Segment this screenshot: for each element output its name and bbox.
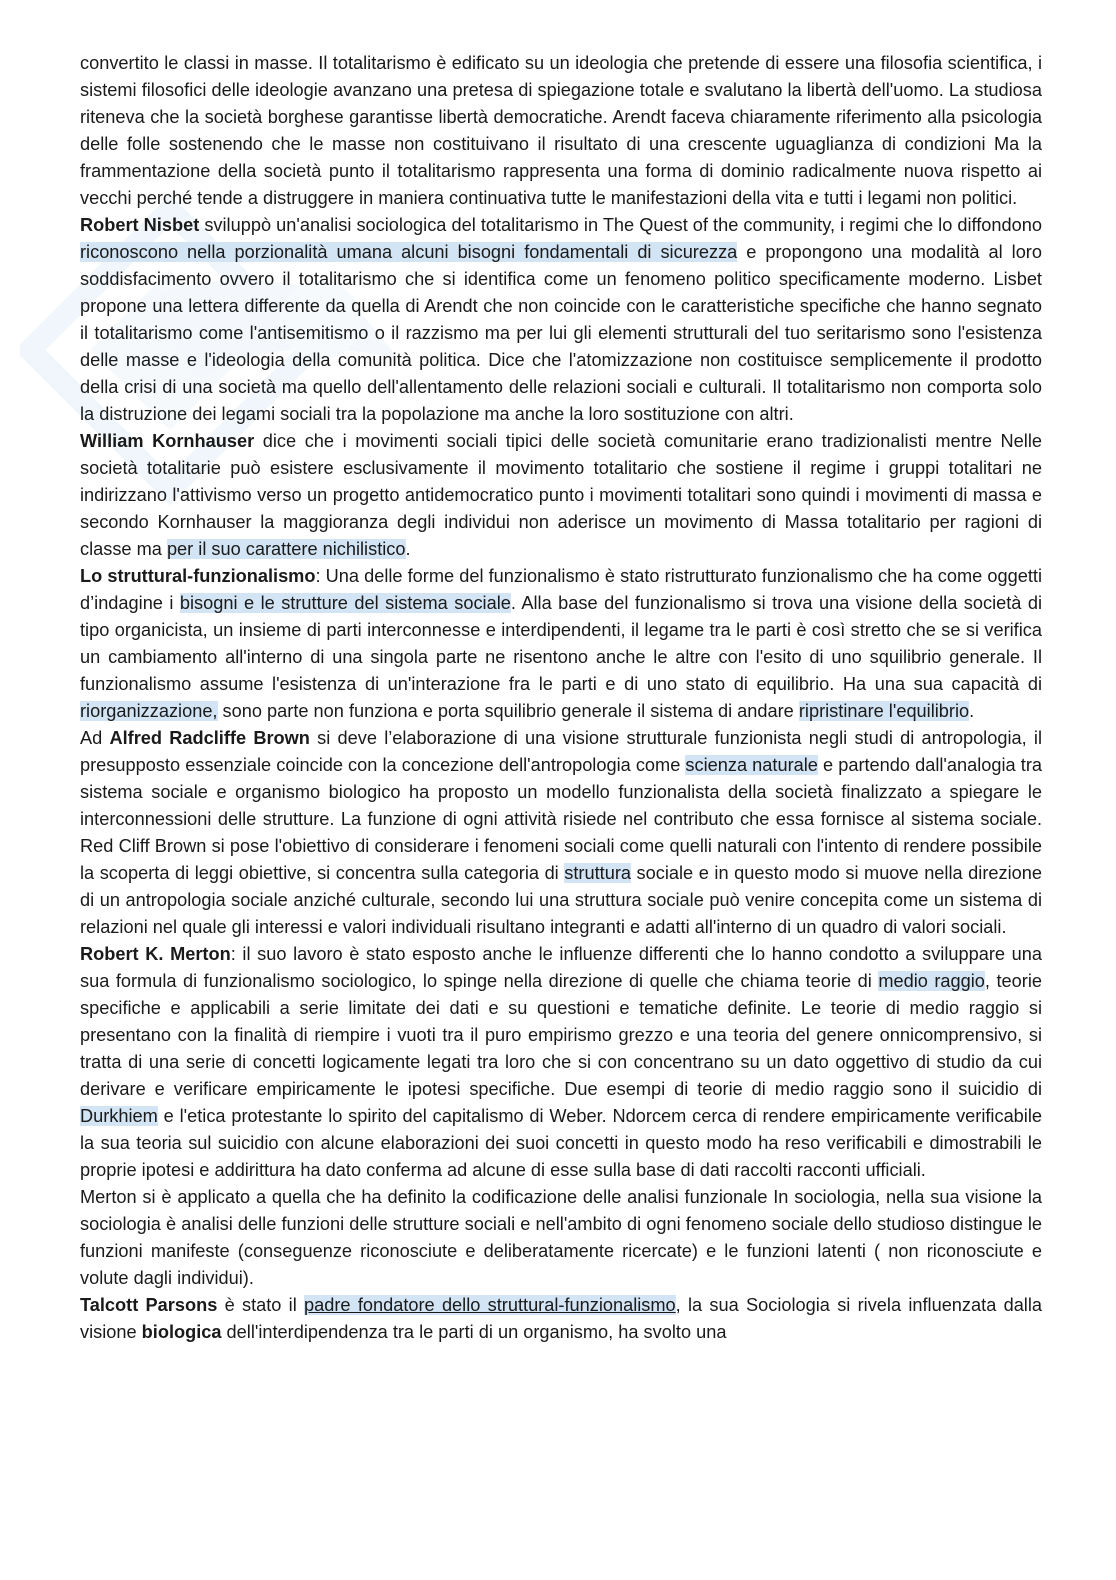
bold-term: Robert K. Merton: [80, 944, 231, 964]
text-run: : Una delle forme del funzionalismo è stato ristrutturato funzionalismo che ha come oggetti d’indagine i: [80, 566, 1042, 613]
text-run: convertito le classi in masse. Il totalitarismo è edificato su un ideologia che pretende di essere una filosofia scientifica, i sistemi filosofici delle ideologie avanzano una pretesa di spiegazione totale e svalutano la libertà dell'uomo. La studiosa riteneva che la società borghese garantisse libertà democratiche. Arendt faceva chiaramente riferimento alla psicologia delle folle sostenendo che le masse non costituivano il risultato di una crescente uguaglianza di condizioni Ma la frammentazione della società punto il totalitarismo rappresenta una forma di dominio radicalmente nuova rispetto ai vecchi perché tende a distruggere in maniera continuativa tutte le manifestazioni della vita e tutti i legami non politici.: [80, 53, 1042, 208]
paragraph-p1: [80, 212, 1042, 428]
bold-term: Talcott Parsons: [80, 1295, 218, 1315]
bold-term: William Kornhauser: [80, 431, 255, 451]
highlighted-text: medio raggio: [878, 971, 985, 991]
paragraph-p7: [80, 1292, 1042, 1346]
text-run: . Alla base del funzionalismo si trova una visione della società di tipo organicista, un insieme di parti interconnesse e interdipendenti, il legame tra le parti è così stretto che se si verifica un cambiamento all'interno di una singola parte ne risentono anche le altre con l'esito di uno squilibrio generale. Il funzionalismo assume l'esistenza di un'interazione fra le parti e di uno stato di equilibrio. Ha una sua capacità di: [80, 593, 1043, 694]
highlighted-text: scienza naturale: [685, 755, 818, 775]
text-run: .: [969, 701, 975, 721]
text-run: sociale e in questo modo si muove nella direzione di un antropologia sociale anziché culturale, secondo lui una struttura sociale può venire concepita come un sistema di relazioni nel quale gli interessi e valori individuali risultano integranti e adatti all'interno di un quadro di valori sociali.: [80, 863, 1042, 937]
text-run: sviluppò un'analisi sociologica del totalitarismo in The Quest of the community, i regimi che lo diffondono: [199, 215, 1042, 235]
highlighted-text: struttura: [564, 863, 631, 883]
highlighted-text: Durkhiem: [80, 1106, 158, 1126]
highlighted-text: riorganizzazione,: [80, 701, 218, 721]
text-run: sono parte non funziona e porta squilibrio generale il sistema di andare: [217, 701, 799, 721]
text-run: Ad: [80, 728, 110, 748]
highlighted-text: bisogni e le strutture del sistema sociale: [179, 593, 511, 613]
paragraph-p3: [80, 563, 1042, 725]
paragraph-p4: [80, 725, 1042, 941]
text-run: si deve l’elaborazione di una visione strutturale funzionista negli studi di antropologia, il presupposto essenziale coincide con la concezione dell'antropologia come: [80, 728, 1042, 775]
text-run: : il suo lavoro è stato esposto anche le influenze differenti che lo hanno condotto a sviluppare una sua formula di funzionalismo sociologico, lo spinge nella direzione di quelle che chiama teorie di: [80, 944, 1042, 991]
bold-term: Lo struttural-funzionalismo: [80, 566, 316, 586]
text-run: e l'etica protestante lo spirito del capitalismo di Weber. Ndorcem cerca di rendere empiricamente verificabile la sua teoria sul suicidio con alcune elaborazioni dei suoi concetti in questo modo ha reso verificabili e dimostrabili le proprie ipotesi e addirittura ha dato conferma ad alcune di esse sulla base di dati raccolti racconti ufficiali.: [80, 1106, 1042, 1180]
highlighted-text: ripristinare l'equilibrio: [798, 701, 970, 721]
text-run: .: [405, 539, 411, 559]
text-run: e propongono una modalità al loro soddisfacimento ovvero il totalitarismo che si identifica come un fenomeno politico specificamente moderno. Lisbet propone una lettera differente da quella di Arendt che non coincide con le caratteristiche specifiche che hanno segnato il totalitarismo come l'antisemitismo o il razzismo ma per lui gli elementi strutturali del tuo seritarismo sono l'esistenza delle masse e l'ideologia della comunità politica. Dice che l'atomizzazione non costituisce semplicemente il prodotto della crisi di una società ma quello dell'allentamento delle relazioni sociali e culturali. Il totalitarismo non comporta solo la distruzione dei legami sociali tra la popolazione ma anche la loro sostituzione con altri.: [80, 242, 1042, 424]
highlighted-text: riconoscono nella porzionalità umana alcuni bisogni fondamentali di sicurezza: [80, 242, 738, 262]
paragraph-p6: [80, 1184, 1042, 1292]
document-body: [80, 50, 1042, 1346]
paragraph-p2: [80, 428, 1042, 563]
text-run: Merton si è applicato a quella che ha definito la codificazione delle analisi funzionale In sociologia, nella sua visione la sociologia è analisi delle funzioni delle strutture sociali e nell'ambito di ogni fenomeno sociale dello studioso distingue le funzioni manifeste (conseguenze riconosciute e deliberatamente ricercate) e le funzioni latenti ( non riconosciute e volute dagli individui).: [80, 1187, 1042, 1288]
text-run: , la sua Sociologia si rivela influenzata dalla visione: [80, 1295, 1043, 1342]
paragraph-p5: [80, 941, 1042, 1184]
text-run: , teorie specifiche e applicabili a serie limitate dei dati e su questioni e tematiche definite. Le teorie di medio raggio si presentano con la finalità di riempire i vuoti tra il puro empirismo grezzo e una teoria del genere onnicomprensivo, si tratta di una serie di concetti logicamente legati tra loro che si con concentrano su un dato oggettivo di studio da cui derivare e verificare empiricamente le ipotesi specifiche. Due esempi di teorie di medio raggio sono il suicidio di: [80, 971, 1042, 1099]
text-run: e partendo dall'analogia tra sistema sociale e organismo biologico ha proposto un modello funzionalista della società finalizzato a spiegare le interconnessioni delle strutture. La funzione di ogni attività risiede nel contributo che essa fornisce al sistema sociale. Red Cliff Brown si pose l'obiettivo di considerare i fenomeni sociali come quelli naturali con l'intento di rendere possibile la scoperta di leggi obiettive, si concentra sulla categoria di: [80, 755, 1042, 883]
bold-term: biologica: [141, 1322, 222, 1342]
text-run: è stato il: [217, 1295, 305, 1315]
highlighted-text: padre fondatore dello struttural-funzionalismo: [304, 1295, 676, 1315]
bold-term: Alfred Radcliffe Brown: [109, 728, 310, 748]
paragraph-p0: [80, 50, 1042, 212]
highlighted-text: per il suo carattere nichilistico: [166, 539, 406, 559]
bold-term: Robert Nisbet: [80, 215, 200, 235]
text-run: dell'interdipendenza tra le parti di un organismo, ha svolto una: [221, 1322, 727, 1342]
text-run: dice che i movimenti sociali tipici delle società comunitarie erano tradizionalisti mentre Nelle società totalitarie può esistere esclusivamente il movimento totalitario che sostiene il regime i gruppi totalitari ne indirizzano l'attivismo verso un progetto antidemocratico punto i movimenti totalitari sono quindi i movimenti di massa e secondo Kornhauser la maggioranza degli individui non aderisce un movimento di Massa totalitario per ragioni di classe ma: [80, 431, 1042, 559]
